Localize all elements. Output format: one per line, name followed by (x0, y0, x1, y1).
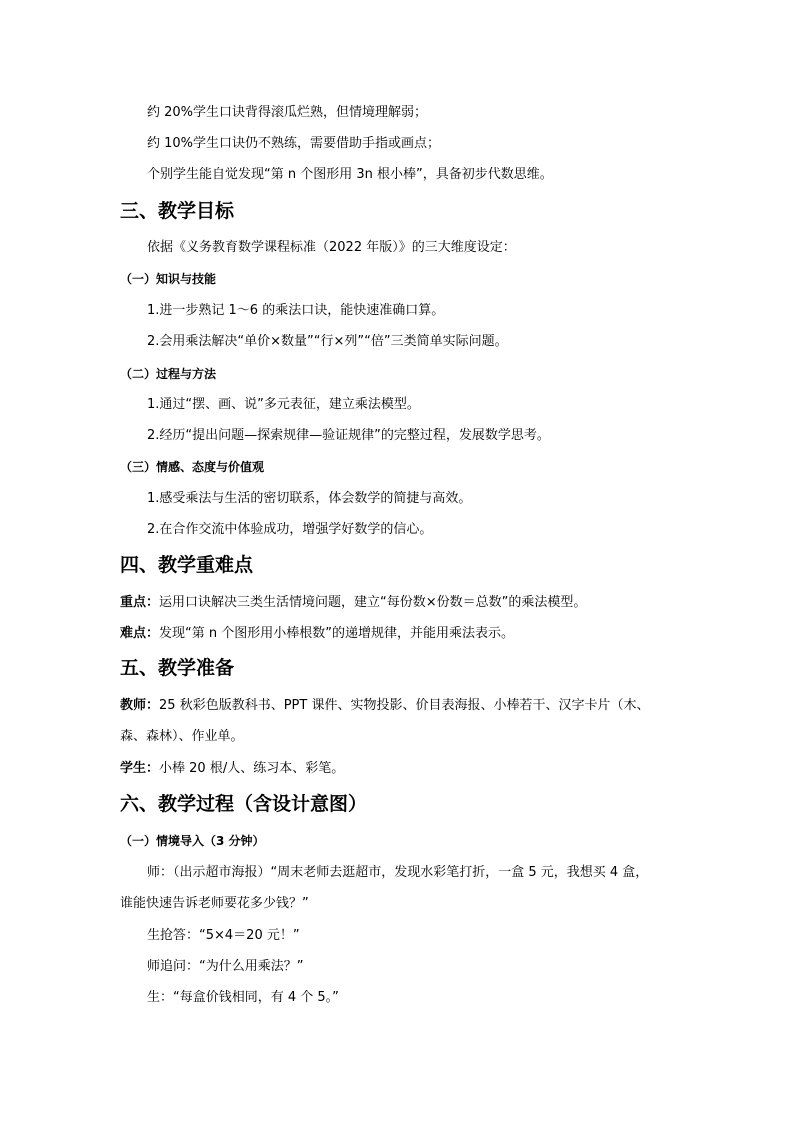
key-point-text: 运用口诀解决三类生活情境问题，建立“每份数×份数＝总数”的乘法模型。 (159, 595, 587, 610)
subheading-process: （二）过程与方法 (120, 367, 217, 381)
key-point-label: 重点： (120, 595, 160, 610)
section-heading-key-points: 四、教学重难点 (120, 554, 254, 576)
process-item-2: 2.经历“提出问题—探索规律—验证规律”的完整过程，发展数学思考。 (147, 428, 550, 443)
section-heading-objectives: 三、教学目标 (120, 200, 235, 222)
subheading-attitude: （三）情感、态度与价值观 (120, 460, 265, 474)
intro-line-2: 约 10%学生口诀仍不熟练，需要借助手指或画点； (147, 136, 441, 151)
dialogue-line-4: 师追问：“为什么用乘法？” (147, 959, 304, 974)
difficulty-text: 发现“第 n 个图形用小棒根数”的递增规律，并能用乘法表示。 (159, 626, 514, 641)
knowledge-item-2: 2.会用乘法解决“单价×数量”“行×列”“倍”三类简单实际问题。 (147, 334, 508, 349)
intro-line-3: 个别学生能自觉发现“第 n 个图形用 3n 根小棒”，具备初步代数思维。 (147, 167, 553, 182)
objectives-intro: 依据《义务教育数学课程标准（2022 年版）》的三大维度设定： (147, 240, 516, 255)
attitude-item-1: 1.感受乘法与生活的密切联系，体会数学的简捷与高效。 (147, 491, 472, 506)
student-prep-line (120, 761, 344, 777)
subheading-knowledge: （一）知识与技能 (120, 272, 217, 286)
attitude-item-2: 2.在合作交流中体验成功，增强学好数学的信心。 (147, 522, 433, 537)
process-item-1: 1.通过“摆、画、说”多元表征，建立乘法模型。 (147, 397, 420, 412)
difficulty-label: 难点： (120, 626, 160, 641)
student-prep-text: 小棒 20 根/人、练习本、彩笔。 (159, 761, 345, 776)
intro-line-1: 约 20%学生口诀背得滚瓜烂熟，但情境理解弱； (147, 105, 428, 120)
subheading-intro-scene: （一）情境导入（3 分钟） (120, 834, 265, 848)
dialogue-line-1: 师：（出示超市海报）“周末老师去逛超市，发现水彩笔打折，一盒 5 元，我想买 4 盒， (147, 865, 649, 880)
section-heading-process: 六、教学过程（含设计意图） (120, 793, 368, 815)
key-point-line (120, 595, 586, 611)
dialogue-line-2: 谁能快速告诉老师要花多少钱？” (120, 896, 309, 911)
section-heading-preparation: 五、教学准备 (120, 657, 235, 679)
teacher-prep-text-1: 25 秋彩色版教科书、PPT 课件、实物投影、价目表海报、小棒若干、汉字卡片（木、 (159, 698, 650, 713)
teacher-prep-line-1 (120, 698, 649, 714)
dialogue-line-5: 生：“每盒价钱相同，有 4 个 5。” (147, 990, 339, 1005)
dialogue-line-3: 生抢答：“5×4＝20 元！” (147, 928, 300, 943)
difficulty-line (120, 626, 514, 642)
teacher-prep-label: 教师： (120, 698, 160, 713)
student-prep-label: 学生： (120, 761, 160, 776)
knowledge-item-1: 1.进一步熟记 1～6 的乘法口诀，能快速准确口算。 (147, 303, 445, 318)
teacher-prep-text-2: 森、森林）、作业单。 (120, 729, 244, 744)
